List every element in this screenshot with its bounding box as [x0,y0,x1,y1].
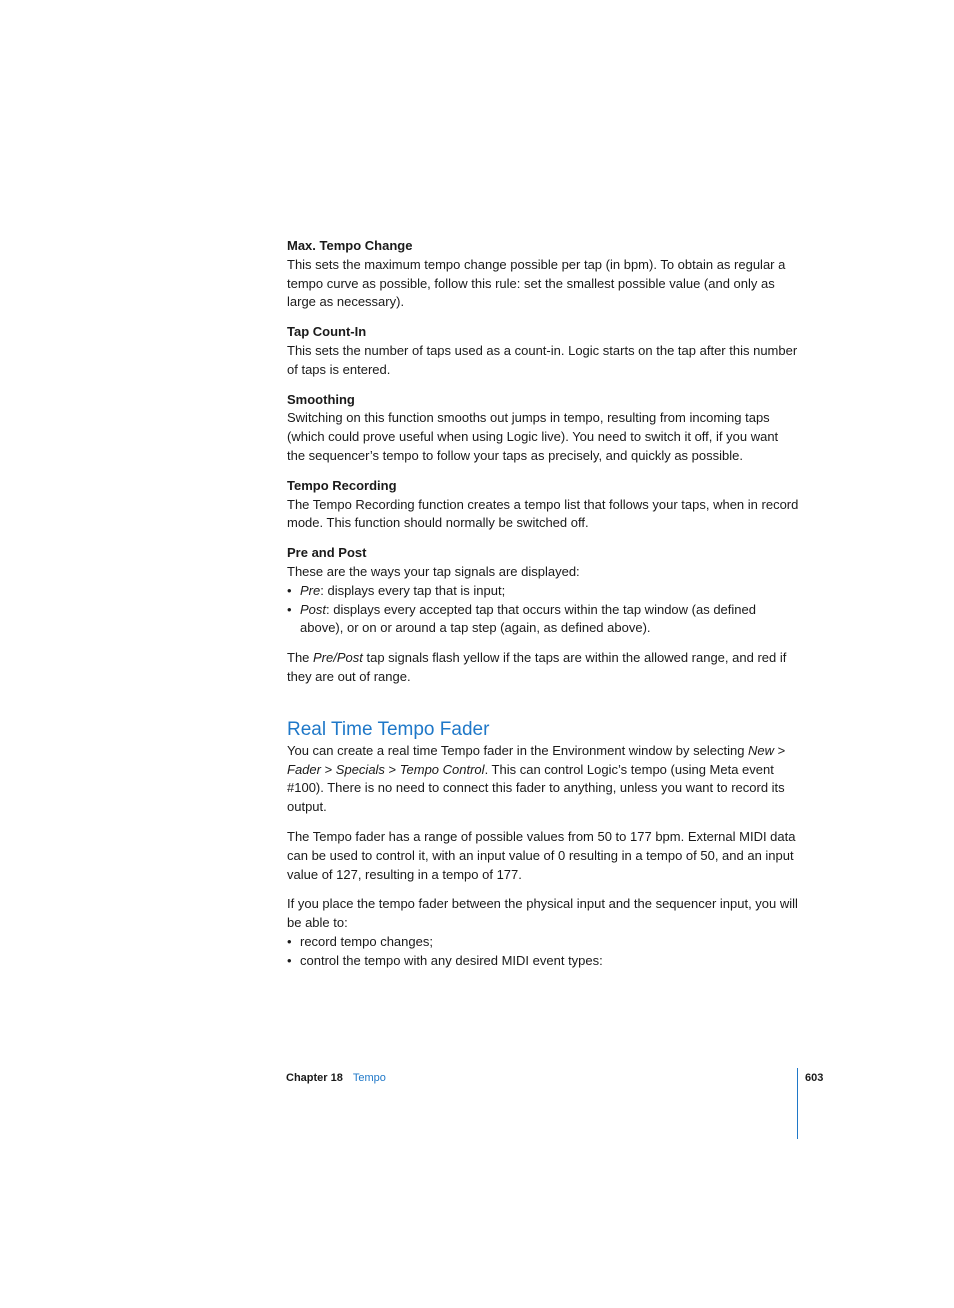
text-run: . This can control Logic’s tempo (using Meta event #100). There is no need to connect this fader to anything, unless you want to record its output. [287,761,785,815]
section-body: The Tempo Recording function creates a tempo list that follows your taps, when in record mode. This function should normally be switched off. [287,496,799,531]
fader-paragraph-3: If you place the tempo fader between the physical input and the sequencer input, you will be able to: [287,896,798,931]
list-text: : displays every accepted tap that occurs within the tap window (as defined above), or on or around a tap step (again, as defined above). [300,601,756,636]
pre-post-summary [287,649,799,687]
fader-paragraph-1 [287,742,799,817]
text-run-italic: Fader [287,761,321,777]
section-intro: These are the ways your tap signals are displayed: [287,563,580,579]
list-item [287,582,799,601]
footer-chapter: Chapter 18 [286,1072,343,1084]
list-text: record tempo changes; [300,933,433,949]
text-run: > [384,761,400,777]
text-run: The [287,650,314,666]
section-body: Switching on this function smooths out jumps in tempo, resulting from incoming taps (which could prove useful when using Logic live). You need to switch it off, if you want the sequencer’s tempo to follow your taps as precisely, and quickly as possible. [287,410,779,463]
list-text: control the tempo with any desired MIDI event types: [300,952,603,968]
list-item [287,952,799,971]
section-heading: Pre and Post [287,545,367,561]
fader-paragraph-2: The Tempo fader has a range of possible values from 50 to 177 bpm. External MIDI data can be used to control it, with an input value of 0 resulting in a tempo of 50, and an input value of 127, resulting in a tempo of 177. [287,828,796,882]
text-run: > [320,761,336,777]
pre-post-list [287,582,799,638]
list-term: Pre [300,582,321,598]
section-smoothing [287,391,799,466]
section-heading: Smoothing [287,391,355,407]
text-run-italic: Specials [335,761,385,777]
section-max-tempo-change [287,237,799,312]
section-pre-and-post [287,544,799,687]
bullet-icon: • [287,582,292,598]
text-run: tap signals flash yellow if the taps are within the allowed range, and red if they are out of range. [287,650,787,684]
text-run-italic: Pre/Post [313,650,363,666]
text-run-italic: Tempo Control [399,761,485,777]
text-run: > [774,742,786,758]
fader-list [287,933,799,971]
section-title-real-time-tempo-fader: Real Time Tempo Fader [287,718,490,740]
list-term: Post [300,601,327,617]
list-text: : displays every tap that is input; [320,582,506,598]
section-heading: Tap Count-In [287,324,367,340]
page-number: 603 [805,1072,824,1084]
section-tempo-recording [287,477,799,533]
page-content [287,237,799,971]
text-run: You can create a real time Tempo fader in the Environment window by selecting [287,742,749,758]
footer-divider [797,1068,798,1139]
bullet-icon: • [287,933,292,949]
section-tap-count-in [287,323,799,379]
bullet-icon: • [287,601,292,617]
section-heading: Tempo Recording [287,477,397,493]
footer-chapter-name: Tempo [352,1072,386,1084]
list-item [287,933,799,952]
section-heading: Max. Tempo Change [287,238,413,253]
section-body: This sets the maximum tempo change possible per tap (in bpm). To obtain as regular a tempo curve as possible, follow this rule: set the smallest possible value (and only as large as necessary). [287,256,786,310]
bullet-icon: • [287,952,292,968]
text-run-italic: New [748,742,775,758]
page-footer [286,1070,386,1086]
list-item [287,601,799,639]
section-body: This sets the number of taps used as a count-in. Logic starts on the tap after this number of taps is entered. [287,342,798,377]
